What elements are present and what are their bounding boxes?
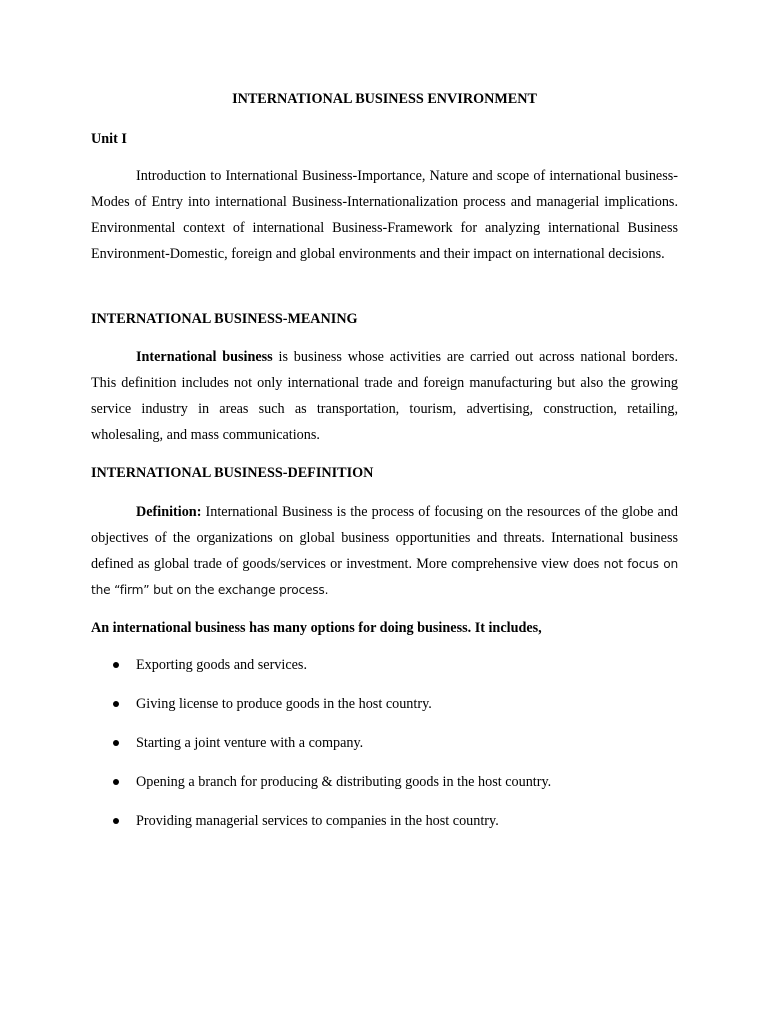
definition-paragraph [91,499,678,603]
bullet-icon [113,818,119,824]
options-heading: An international business has many options for doing business. It includes, [91,620,542,636]
definition-text: International Business is the process of focusing on the resources of the globe and objectives of the organizations on global business opportunities and threats. International business defined as global trade of goods/services or investment. More comprehensive view does [91,504,678,572]
bullet-icon [113,662,119,668]
document-title: INTERNATIONAL BUSINESS ENVIRONMENT [232,91,537,107]
definition-end: . [324,583,329,597]
list-item [91,808,678,847]
meaning-text: is business whose activities are carried out across national borders. This definition includes not only international trade and foreign manufacturing but also the growing service industry in areas such as transportation, tourism, advertising, construction, retailing, wholesaling, and mass communications. [91,349,679,443]
options-list [91,652,678,847]
list-item [91,691,678,730]
bullet-icon [113,779,119,785]
definition-heading: INTERNATIONAL BUSINESS-DEFINITION [91,465,374,481]
unit-heading: Unit I [91,131,127,147]
definition-tail: not focus on the “firm” but on the exchange process [91,557,678,597]
definition-lead: Definition: [136,504,202,520]
document-page [91,0,678,1024]
option-text: Giving license to produce goods in the host country. [136,696,432,712]
option-text: Exporting goods and services. [136,657,308,673]
meaning-lead: International business [136,349,273,365]
list-item [91,730,678,769]
meaning-heading: INTERNATIONAL BUSINESS-MEANING [91,311,358,327]
intro-text: Introduction to International Business-Importance, Nature and scope of international business-Modes of Entry into international Business-Internationalization process and managerial implications. Environmental context of international Business-Framework for analyzing international Business Environment-Domestic, foreign and global environments and their impact on international decisions. [91,168,678,262]
option-text: Starting a joint venture with a company. [136,735,364,751]
option-text: Providing managerial services to companies in the host country. [136,813,499,829]
bullet-icon [113,740,119,746]
option-text: Opening a branch for producing & distributing goods in the host country. [136,774,552,790]
list-item [91,652,678,691]
meaning-paragraph [91,344,678,448]
list-item [91,769,678,808]
intro-paragraph [91,163,678,267]
bullet-icon [113,701,119,707]
